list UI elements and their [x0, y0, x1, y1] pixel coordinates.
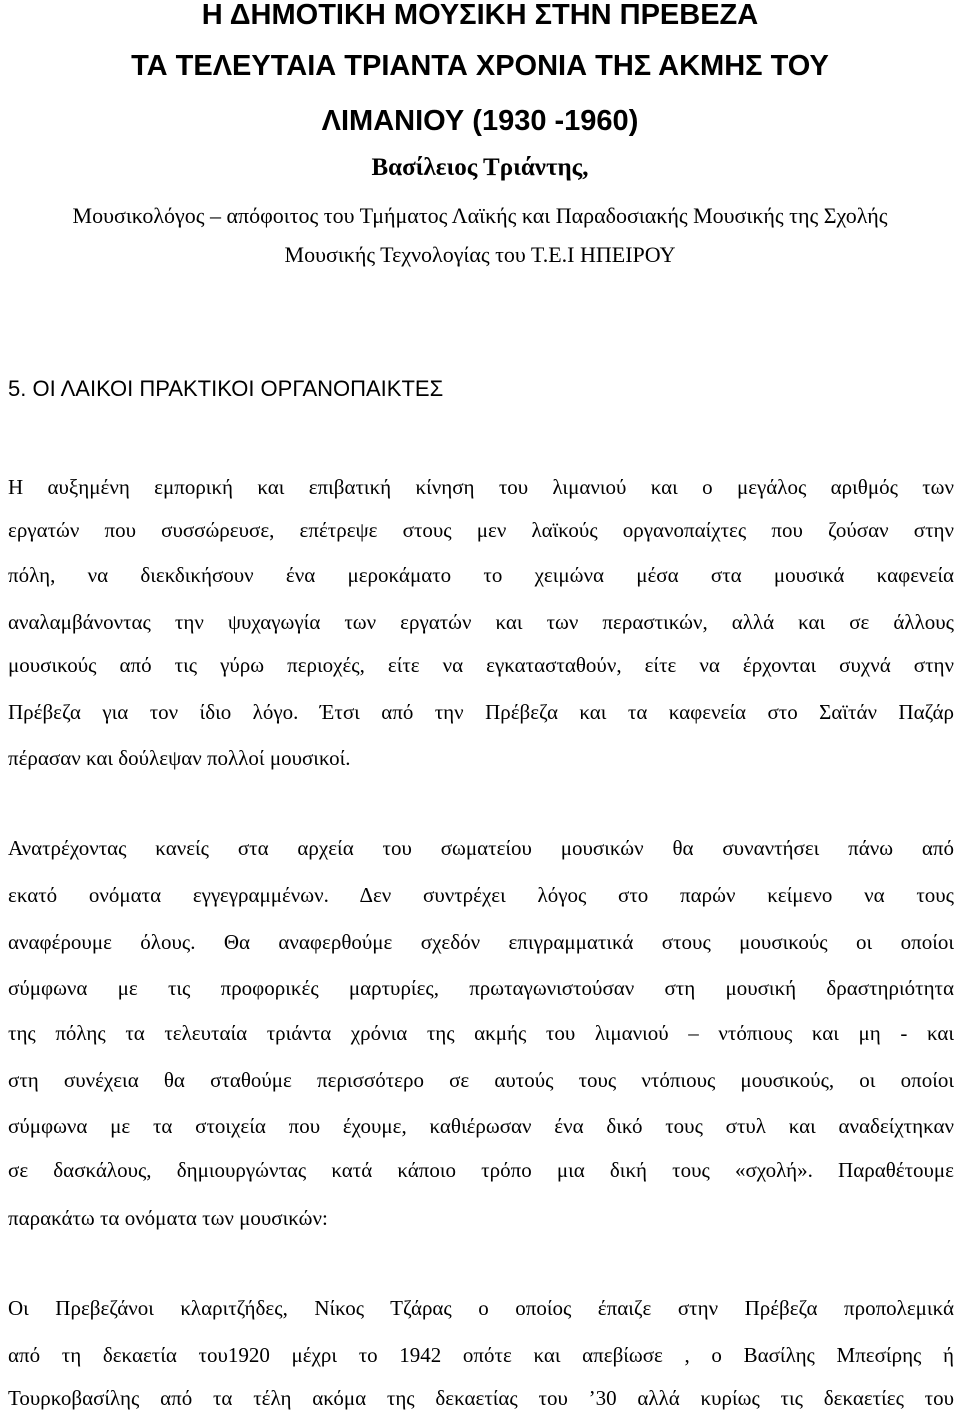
paragraph-line: παρακάτω τα ονόματα των μουσικών:	[8, 1206, 328, 1230]
author-name: Βασίλειος Τριάντης,	[371, 154, 589, 181]
paragraph-line: εργατών που συσσώρευσε, επέτρεψε στους μεν λαϊκούς οργανοπαίχτες που ζούσαν στην	[8, 518, 954, 542]
paragraph-line: Τουρκοβασίλης από τα τέλη ακόμα της δεκαετίας του ’30 αλλά κυρίως τις δεκαετίες του	[8, 1386, 954, 1410]
paragraph-line: αναλαμβάνοντας την ψυχαγωγία των εργατών και των περαστικών, αλλά και σε άλλους	[8, 610, 954, 634]
paragraph-line: σύμφωνα με τις προφορικές μαρτυρίες, πρωταγωνιστούσαν στη μουσική δραστηριότητα	[8, 976, 954, 1000]
paragraph-line: εκατό ονόματα εγγεγραμμένων. Δεν συντρέχει λόγος στο παρών κείμενο να τους	[8, 883, 954, 907]
document-title-line-3: ΛΙΜΑΝΙΟΥ (1930 -1960)	[321, 105, 639, 137]
paragraph-line: σύμφωνα με τα στοιχεία που έχουμε, καθιέρωσαν ένα δικό τους στυλ και αναδείχτηκαν	[8, 1114, 954, 1138]
paragraph-line: από τη δεκαετία του1920 μέχρι το 1942 οπότε και απεβίωσε , ο Βασίλης Μπεσίρης ή	[8, 1343, 954, 1367]
author-affiliation-line-2: Μουσικής Τεχνολογίας του Τ.Ε.Ι ΗΠΕΙΡΟΥ	[284, 242, 676, 267]
paragraph-line: πόλη, να διεκδικήσουν ένα μεροκάματο το χειμώνα μέσα στα μουσικά καφενεία	[8, 563, 954, 587]
document-title-line-1: Η ΔΗΜΟΤΙΚΗ ΜΟΥΣΙΚΗ ΣΤΗΝ ΠΡΕΒΕΖΑ	[201, 0, 759, 31]
paragraph-line: Ανατρέχοντας κανείς στα αρχεία του σωματείου μουσικών θα συναντήσει πάνω από	[8, 836, 954, 860]
paragraph-line: στη συνέχεια θα σταθούμε περισσότερο σε αυτούς τους ντόπιους μουσικούς, οι οποίοι	[8, 1068, 954, 1092]
paragraph-line: Η αυξημένη εμπορική και επιβατική κίνηση του λιμανιού και ο μεγάλος αριθμός των	[8, 475, 954, 499]
document-title-line-2: ΤΑ ΤΕΛΕΥΤΑΙΑ ΤΡΙΑΝΤΑ ΧΡΟΝΙΑ ΤΗΣ ΑΚΜΗΣ ΤΟΥ	[131, 50, 829, 82]
paragraph-line: της πόλης τα τελευταία τριάντα χρόνια της ακμής του λιμανιού – ντόπιους και μη - και	[8, 1021, 954, 1045]
paragraph-line: μουσικούς από τις γύρω περιοχές, είτε να εγκατασταθούν, είτε να έρχονται συχνά στην	[8, 653, 954, 677]
paragraph-line: Οι Πρεβεζάνοι κλαριτζήδες, Νίκος Τζάρας ο οποίος έπαιζε στην Πρέβεζα προπολεμικά	[8, 1296, 954, 1320]
paragraph-line: σε δασκάλους, δημιουργώντας κατά κάποιο τρόπο μια δική τους «σχολή». Παραθέτουμε	[8, 1158, 954, 1182]
author-affiliation-line-1: Μουσικολόγος – απόφοιτος του Τμήματος Λαϊκής και Παραδοσιακής Μουσικής της Σχολής	[72, 203, 888, 228]
section-heading: 5. ΟΙ ΛΑΙΚΟΙ ΠΡΑΚΤΙΚΟΙ ΟΡΓΑΝΟΠΑΙΚΤΕΣ	[8, 376, 444, 401]
paragraph-line: Πρέβεζα για τον ίδιο λόγο. Έτσι από την Πρέβεζα και τα καφενεία στο Σαϊτάν Παζάρ	[8, 700, 954, 724]
paragraph-line: αναφέρουμε όλους. Θα αναφερθούμε σχεδόν επιγραμματικά στους μουσικούς οι οποίοι	[8, 930, 954, 954]
paragraph-line: πέρασαν και δούλεψαν πολλοί μουσικοί.	[8, 746, 351, 770]
